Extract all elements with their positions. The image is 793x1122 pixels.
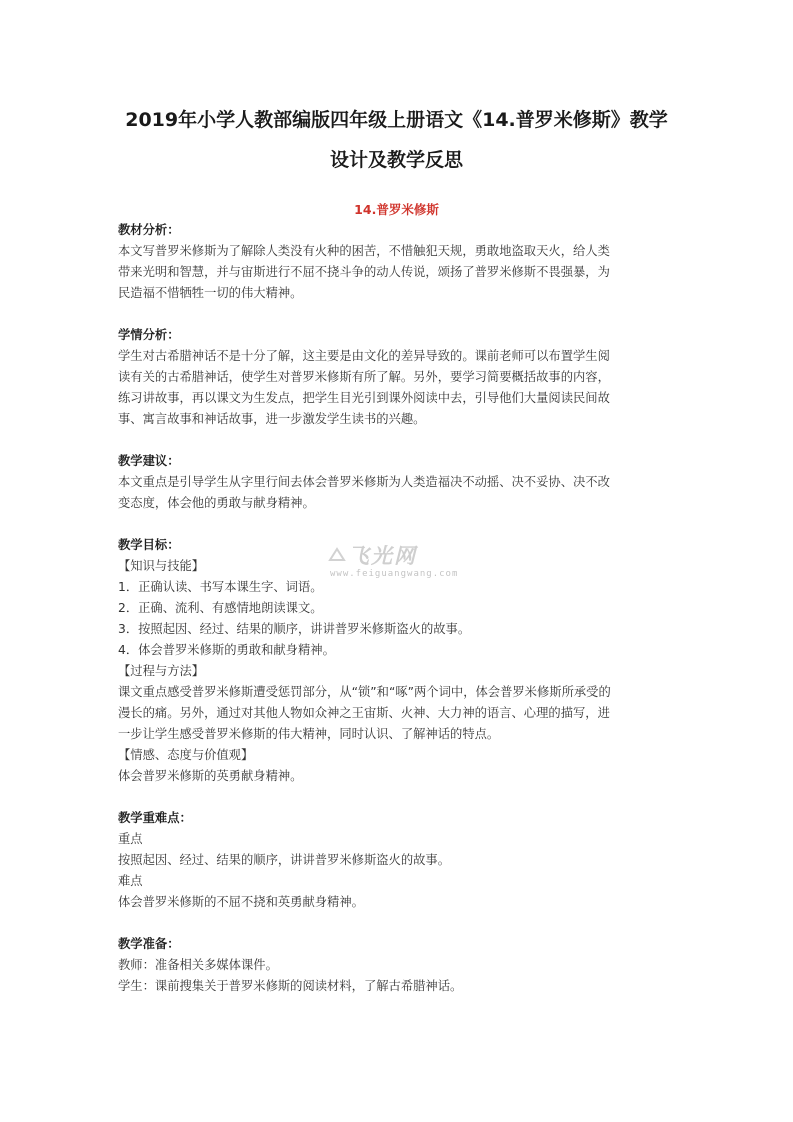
paragraph-line: 一步让学生感受普罗米修斯的伟大精神，同时认识、了解神话的特点。 xyxy=(118,727,500,741)
section-material-analysis xyxy=(118,220,680,304)
section-key-points xyxy=(118,808,680,913)
paragraph-line: 变态度，体会他的勇敢与献身精神。 xyxy=(118,496,315,510)
section-heading: 教学准备： xyxy=(118,937,180,951)
goal-item: 2．正确、流利、有感情地朗读课文。 xyxy=(118,601,323,615)
paragraph-line: 体会普罗米修斯的不屈不挠和英勇献身精神。 xyxy=(118,895,364,909)
goal-subheading: 【情感、态度与价值观】 xyxy=(118,748,254,762)
paragraph-line: 学生对古希腊神话不是十分了解，这主要是由文化的差异导致的。课前老师可以布置学生阅 xyxy=(118,349,610,363)
section-heading: 教学目标： xyxy=(118,538,180,552)
document-title-line-2: 设计及教学反思 xyxy=(329,149,463,171)
paragraph-line: 按照起因、经过、结果的顺序，讲讲普罗米修斯盗火的故事。 xyxy=(118,853,451,867)
watermark-logo-icon xyxy=(328,546,346,564)
paragraph-line: 体会普罗米修斯的英勇献身精神。 xyxy=(118,769,303,783)
document-title-line-1: 2019年小学人教部编版四年级上册语文《14.普罗米修斯》教学 xyxy=(125,109,668,131)
paragraph-line: 教师：准备相关多媒体课件。 xyxy=(118,958,278,972)
section-preparation xyxy=(118,934,680,997)
keypoint-label: 重点 xyxy=(118,832,143,846)
section-student-analysis xyxy=(118,325,680,430)
paragraph-line: 学生：课前搜集关于普罗米修斯的阅读材料，了解古希腊神话。 xyxy=(118,979,463,993)
watermark xyxy=(320,540,470,590)
goal-subheading: 【知识与技能】 xyxy=(118,559,205,573)
paragraph-line: 本文写普罗米修斯为了解除人类没有火种的困苦，不惜触犯天规，勇敢地盗取天火，给人类 xyxy=(118,244,610,258)
goal-item: 3．按照起因、经过、结果的顺序，讲讲普罗米修斯盗火的故事。 xyxy=(118,622,471,636)
paragraph-line: 读有关的古希腊神话，使学生对普罗米修斯有所了解。另外，要学习简要概括故事的内容， xyxy=(118,370,610,384)
paragraph-line: 民造福不惜牺牲一切的伟大精神。 xyxy=(118,286,303,300)
section-heading: 教学重难点： xyxy=(118,811,192,825)
section-heading: 学情分析： xyxy=(118,328,180,342)
goal-subheading: 【过程与方法】 xyxy=(118,664,205,678)
paragraph-line: 课文重点感受普罗米修斯遭受惩罚部分，从“锁”和“啄”两个词中，体会普罗米修斯所承受的 xyxy=(118,685,611,699)
section-teaching-suggestion xyxy=(118,451,680,514)
paragraph-line: 带来光明和智慧，并与宙斯进行不屈不挠斗争的动人传说，颂扬了普罗米修斯不畏强暴，为 xyxy=(118,265,610,279)
section-heading: 教材分析： xyxy=(118,223,180,237)
watermark-brand: 飞光网 xyxy=(348,544,417,568)
paragraph-line: 漫长的痛。另外，通过对其他人物如众神之王宙斯、火神、大力神的语言、心理的描写，进 xyxy=(118,706,610,720)
paragraph-line: 事、寓言故事和神话故事，进一步激发学生读书的兴趣。 xyxy=(118,412,426,426)
lesson-title: 14.普罗米修斯 xyxy=(354,202,439,217)
paragraph-line: 本文重点是引导学生从字里行间去体会普罗米修斯为人类造福决不动摇、决不妥协、决不改 xyxy=(118,475,610,489)
document-body xyxy=(118,220,680,1018)
watermark-url: www.feiguangwang.com xyxy=(330,569,459,579)
document-title xyxy=(105,100,688,180)
goal-item: 1．正确认读、书写本课生字、词语。 xyxy=(118,580,323,594)
section-heading: 教学建议： xyxy=(118,454,180,468)
goal-item: 4．体会普罗米修斯的勇敢和献身精神。 xyxy=(118,643,335,657)
paragraph-line: 练习讲故事，再以课文为生发点，把学生目光引到课外阅读中去，引导他们大量阅读民间故 xyxy=(118,391,610,405)
keypoint-label: 难点 xyxy=(118,874,143,888)
